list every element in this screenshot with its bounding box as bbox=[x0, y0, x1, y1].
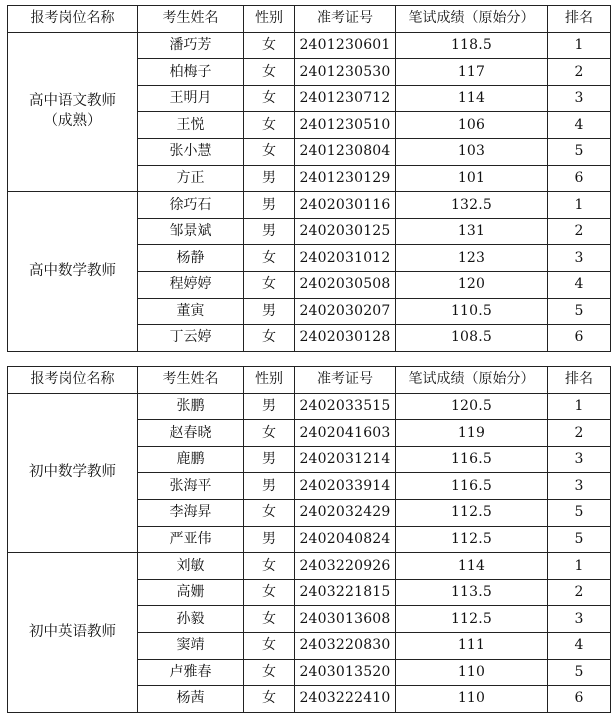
header-rank: 排名 bbox=[548, 367, 611, 394]
candidate-name: 杨静 bbox=[138, 245, 244, 272]
ticket-number: 2403220926 bbox=[295, 553, 396, 580]
rank: 6 bbox=[548, 325, 611, 352]
candidate-gender: 女 bbox=[244, 85, 295, 112]
rank: 3 bbox=[548, 446, 611, 473]
rank: 4 bbox=[548, 112, 611, 139]
candidate-name: 方正 bbox=[138, 165, 244, 192]
candidate-gender: 女 bbox=[244, 112, 295, 139]
ticket-number: 2402031012 bbox=[295, 245, 396, 272]
rank: 4 bbox=[548, 632, 611, 659]
candidate-gender: 女 bbox=[244, 553, 295, 580]
position-cell bbox=[8, 393, 138, 553]
candidate-gender: 女 bbox=[244, 420, 295, 447]
written-score: 106 bbox=[396, 112, 548, 139]
candidate-gender: 男 bbox=[244, 192, 295, 219]
candidate-name: 潘巧芳 bbox=[138, 32, 244, 59]
ticket-number: 2402040824 bbox=[295, 526, 396, 553]
position-name: 高中数学教师 bbox=[29, 262, 116, 279]
written-score: 116.5 bbox=[396, 446, 548, 473]
written-score: 110.5 bbox=[396, 298, 548, 325]
written-score: 110 bbox=[396, 659, 548, 686]
rank: 5 bbox=[548, 138, 611, 165]
ticket-number: 2402041603 bbox=[295, 420, 396, 447]
position-cell bbox=[8, 192, 138, 352]
written-score: 117 bbox=[396, 59, 548, 86]
ticket-number: 2401230712 bbox=[295, 85, 396, 112]
candidate-gender: 男 bbox=[244, 473, 295, 500]
ticket-number: 2402030116 bbox=[295, 192, 396, 219]
written-score: 101 bbox=[396, 165, 548, 192]
written-score: 110 bbox=[396, 686, 548, 713]
rank: 3 bbox=[548, 606, 611, 633]
candidate-name: 徐巧石 bbox=[138, 192, 244, 219]
written-score: 103 bbox=[396, 138, 548, 165]
header-row bbox=[8, 367, 611, 394]
candidate-name: 窦靖 bbox=[138, 632, 244, 659]
rank: 2 bbox=[548, 420, 611, 447]
table-row bbox=[8, 32, 611, 59]
candidate-gender: 女 bbox=[244, 245, 295, 272]
position-name: 初中数学教师 bbox=[29, 464, 116, 481]
written-score: 112.5 bbox=[396, 499, 548, 526]
ticket-number: 2403013608 bbox=[295, 606, 396, 633]
candidate-gender: 女 bbox=[244, 579, 295, 606]
ticket-number: 2401230601 bbox=[295, 32, 396, 59]
ticket-number: 2402030128 bbox=[295, 325, 396, 352]
header-position: 报考岗位名称 bbox=[8, 367, 138, 394]
position-note: （成熟） bbox=[43, 112, 102, 129]
header-ticket: 准考证号 bbox=[295, 6, 396, 33]
rank: 4 bbox=[548, 271, 611, 298]
written-score: 118.5 bbox=[396, 32, 548, 59]
rank: 6 bbox=[548, 165, 611, 192]
written-score: 123 bbox=[396, 245, 548, 272]
ticket-number: 2401230129 bbox=[295, 165, 396, 192]
candidate-gender: 女 bbox=[244, 59, 295, 86]
candidate-name: 张海平 bbox=[138, 473, 244, 500]
position-name: 高中语文教师 bbox=[29, 93, 116, 110]
candidate-name: 卢雅春 bbox=[138, 659, 244, 686]
rank: 5 bbox=[548, 659, 611, 686]
written-score: 114 bbox=[396, 85, 548, 112]
ticket-number: 2403222410 bbox=[295, 686, 396, 713]
position-cell bbox=[8, 553, 138, 713]
written-score: 116.5 bbox=[396, 473, 548, 500]
rank: 1 bbox=[548, 393, 611, 420]
header-score: 笔试成绩（原始分） bbox=[396, 6, 548, 33]
candidate-name: 张鹏 bbox=[138, 393, 244, 420]
candidate-gender: 女 bbox=[244, 499, 295, 526]
candidate-name: 董寅 bbox=[138, 298, 244, 325]
candidate-name: 杨茜 bbox=[138, 686, 244, 713]
rank: 2 bbox=[548, 59, 611, 86]
written-score: 112.5 bbox=[396, 606, 548, 633]
rank: 2 bbox=[548, 218, 611, 245]
written-score: 113.5 bbox=[396, 579, 548, 606]
written-score: 131 bbox=[396, 218, 548, 245]
rank: 1 bbox=[548, 32, 611, 59]
ticket-number: 2403221815 bbox=[295, 579, 396, 606]
header-gender: 性别 bbox=[244, 367, 295, 394]
table-row bbox=[8, 192, 611, 219]
candidate-name: 程婷婷 bbox=[138, 271, 244, 298]
candidate-name: 高姗 bbox=[138, 579, 244, 606]
table-row bbox=[8, 553, 611, 580]
rank: 3 bbox=[548, 245, 611, 272]
written-score: 132.5 bbox=[396, 192, 548, 219]
ticket-number: 2402030207 bbox=[295, 298, 396, 325]
candidate-gender: 女 bbox=[244, 138, 295, 165]
ticket-number: 2402030125 bbox=[295, 218, 396, 245]
ticket-number: 2402033515 bbox=[295, 393, 396, 420]
candidate-gender: 男 bbox=[244, 218, 295, 245]
table-row bbox=[8, 393, 611, 420]
rank: 5 bbox=[548, 298, 611, 325]
score-table-2 bbox=[7, 366, 611, 713]
written-score: 111 bbox=[396, 632, 548, 659]
rank: 1 bbox=[548, 553, 611, 580]
ticket-number: 2403220830 bbox=[295, 632, 396, 659]
candidate-name: 李海昇 bbox=[138, 499, 244, 526]
written-score: 114 bbox=[396, 553, 548, 580]
ticket-number: 2402031214 bbox=[295, 446, 396, 473]
score-table-1 bbox=[7, 5, 611, 352]
ticket-number: 2402032429 bbox=[295, 499, 396, 526]
candidate-name: 刘敏 bbox=[138, 553, 244, 580]
rank: 1 bbox=[548, 192, 611, 219]
header-gender: 性别 bbox=[244, 6, 295, 33]
ticket-number: 2402033914 bbox=[295, 473, 396, 500]
rank: 2 bbox=[548, 579, 611, 606]
header-name: 考生姓名 bbox=[138, 367, 244, 394]
position-cell bbox=[8, 32, 138, 192]
ticket-number: 2403013520 bbox=[295, 659, 396, 686]
candidate-name: 邹景斌 bbox=[138, 218, 244, 245]
rank: 3 bbox=[548, 473, 611, 500]
candidate-gender: 女 bbox=[244, 271, 295, 298]
candidate-name: 张小慧 bbox=[138, 138, 244, 165]
candidate-gender: 女 bbox=[244, 325, 295, 352]
score-table-body bbox=[8, 367, 611, 713]
header-ticket: 准考证号 bbox=[295, 367, 396, 394]
written-score: 112.5 bbox=[396, 526, 548, 553]
rank: 5 bbox=[548, 499, 611, 526]
header-rank: 排名 bbox=[548, 6, 611, 33]
candidate-gender: 男 bbox=[244, 298, 295, 325]
rank: 5 bbox=[548, 526, 611, 553]
candidate-name: 赵春晓 bbox=[138, 420, 244, 447]
candidate-gender: 女 bbox=[244, 659, 295, 686]
written-score: 120 bbox=[396, 271, 548, 298]
written-score: 108.5 bbox=[396, 325, 548, 352]
candidate-name: 王悦 bbox=[138, 112, 244, 139]
ticket-number: 2401230530 bbox=[295, 59, 396, 86]
candidate-gender: 女 bbox=[244, 606, 295, 633]
rank: 3 bbox=[548, 85, 611, 112]
candidate-name: 王明月 bbox=[138, 85, 244, 112]
header-position: 报考岗位名称 bbox=[8, 6, 138, 33]
ticket-number: 2402030508 bbox=[295, 271, 396, 298]
candidate-name: 柏梅子 bbox=[138, 59, 244, 86]
candidate-gender: 女 bbox=[244, 32, 295, 59]
written-score: 120.5 bbox=[396, 393, 548, 420]
score-table-body bbox=[8, 6, 611, 352]
ticket-number: 2401230804 bbox=[295, 138, 396, 165]
candidate-gender: 女 bbox=[244, 632, 295, 659]
header-score: 笔试成绩（原始分） bbox=[396, 367, 548, 394]
candidate-gender: 男 bbox=[244, 165, 295, 192]
candidate-gender: 男 bbox=[244, 393, 295, 420]
ticket-number: 2401230510 bbox=[295, 112, 396, 139]
position-name: 初中英语教师 bbox=[29, 623, 116, 640]
candidate-name: 孙毅 bbox=[138, 606, 244, 633]
candidate-gender: 男 bbox=[244, 526, 295, 553]
header-name: 考生姓名 bbox=[138, 6, 244, 33]
rank: 6 bbox=[548, 686, 611, 713]
candidate-name: 鹿鹏 bbox=[138, 446, 244, 473]
candidate-name: 丁云婷 bbox=[138, 325, 244, 352]
candidate-gender: 女 bbox=[244, 686, 295, 713]
candidate-gender: 男 bbox=[244, 446, 295, 473]
written-score: 119 bbox=[396, 420, 548, 447]
header-row bbox=[8, 6, 611, 33]
candidate-name: 严亚伟 bbox=[138, 526, 244, 553]
